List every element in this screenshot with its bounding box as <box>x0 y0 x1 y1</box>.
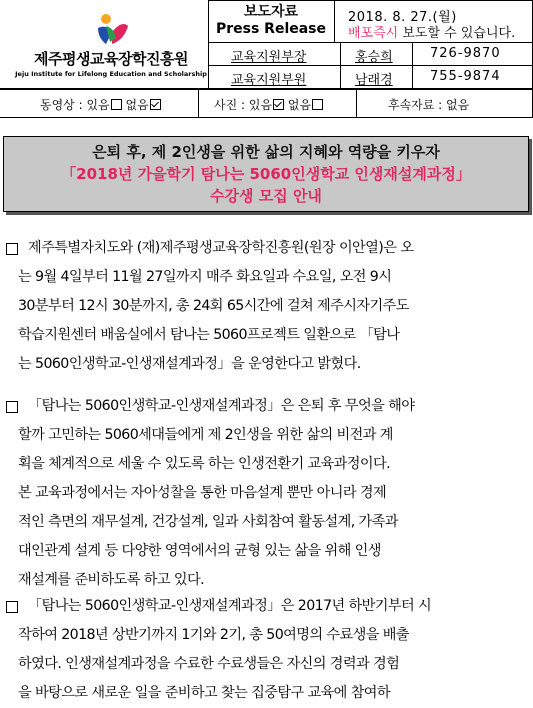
release-date: 2018. 8. 27.(월) <box>348 10 457 25</box>
square-bullet-icon <box>6 601 18 613</box>
photo-attachment: 사진 : 있음 없음 <box>214 96 323 113</box>
square-bullet-icon <box>6 401 18 413</box>
paragraph-line: 「탐나는 5060인생학교-인생재설계과정」은 2017년 하반기부터 시 <box>28 598 432 614</box>
embargo-notice <box>348 22 515 41</box>
contact-phone: 755-9874 <box>430 69 501 84</box>
square-bullet-icon <box>6 243 18 255</box>
contact-role: 교육지원부원 <box>231 73 307 88</box>
headline-box <box>3 136 529 212</box>
headline: 은퇴 후, 제 2인생을 위한 삶의 지혜와 역량을 키우자 <box>92 143 440 161</box>
paragraph-line: 대인관계 설계 등 다양한 영역에서의 균형 있는 삶을 위해 인생 <box>18 543 381 559</box>
video-yes-checkbox <box>111 99 122 110</box>
embargo-text: 보도할 수 있습니다. <box>398 26 516 41</box>
paragraph-line: 적인 측면의 재무설계, 건강설계, 일과 사회참여 활동설계, 가족과 <box>18 514 398 530</box>
paragraph-line: 하였다. 인생재설계과정을 수료한 수료생들은 자신의 경력과 경험 <box>18 656 400 672</box>
press-header <box>0 0 533 118</box>
institute-logo <box>14 8 208 88</box>
contact-role: 교육지원부장 <box>231 50 307 65</box>
paragraph-line: 제주특별자치도와 (재)제주평생교육장학진흥원(원장 이안열)은 오 <box>28 240 414 256</box>
video-attachment: 동영상 : 있음 없음 <box>40 96 161 113</box>
paragraph-line: 을 바탕으로 새로운 일을 준비하고 찾는 집중탐구 교육에 참여하 <box>18 685 391 701</box>
contact-phone: 726-9870 <box>430 46 501 61</box>
paragraph-line: 재설계를 준비하도록 하고 있다. <box>18 572 205 588</box>
logo-icon <box>92 10 132 46</box>
institute-name: 제주평생교육장학진흥원 <box>34 50 188 68</box>
press-title-korean: 보도자료 <box>243 4 299 20</box>
press-release-title <box>208 4 334 38</box>
photo-no-checkbox <box>312 99 323 110</box>
photo-yes-checkbox <box>273 99 284 110</box>
paragraph-3 <box>6 592 526 708</box>
paragraph-2 <box>6 392 526 595</box>
paragraph-line: 획을 체계적으로 세울 수 있도록 하는 인생전환기 교육과정이다. <box>18 456 391 472</box>
contact-name: 홍승희 <box>355 50 393 65</box>
video-no-checkbox <box>150 99 161 110</box>
paragraph-line: 학습지원센터 배움실에서 탐나는 5060프로젝트 일환으로 「탐나 <box>18 327 400 343</box>
subheadline-2: 수강생 모집 안내 <box>210 187 322 205</box>
followup-attachment: 후속자료 : 없음 <box>388 98 470 112</box>
paragraph-line: 는 9월 4일부터 11월 27일까지 매주 화요일과 수요일, 오전 9시 <box>18 269 392 285</box>
embargo-highlight: 배포즉시 <box>348 26 399 41</box>
institute-name-en: Jeju Institute for Lifelong Education and Scholarship <box>15 70 207 78</box>
paragraph-line: 30분부터 12시 30분까지, 총 24회 65시간에 걸쳐 제주시자기주도 <box>18 298 409 314</box>
contact-name: 남래경 <box>355 73 393 88</box>
paragraph-1 <box>6 234 526 379</box>
paragraph-line: 할까 고민하는 5060세대들에게 제 2인생을 위한 삶의 비전과 계 <box>18 427 393 443</box>
paragraph-line: 작하여 2018년 상반기까지 1기와 2기, 총 50여명의 수료생을 배출 <box>18 627 409 643</box>
paragraph-line: 본 교육과정에서는 자아성찰을 통한 마음설계 뿐만 아니라 경제 <box>18 485 387 501</box>
paragraph-line: 는 5060인생학교-인생재설계과정」을 운영한다고 밝혔다. <box>18 356 361 372</box>
press-title-english: Press Release <box>215 21 327 37</box>
subheadline: 「2018년 가을학기 탐나는 5060인생학교 인생재설계과정」 <box>61 165 471 183</box>
paragraph-line: 「탐나는 5060인생학교-인생재설계과정」은 은퇴 후 무엇을 해야 <box>28 398 415 414</box>
